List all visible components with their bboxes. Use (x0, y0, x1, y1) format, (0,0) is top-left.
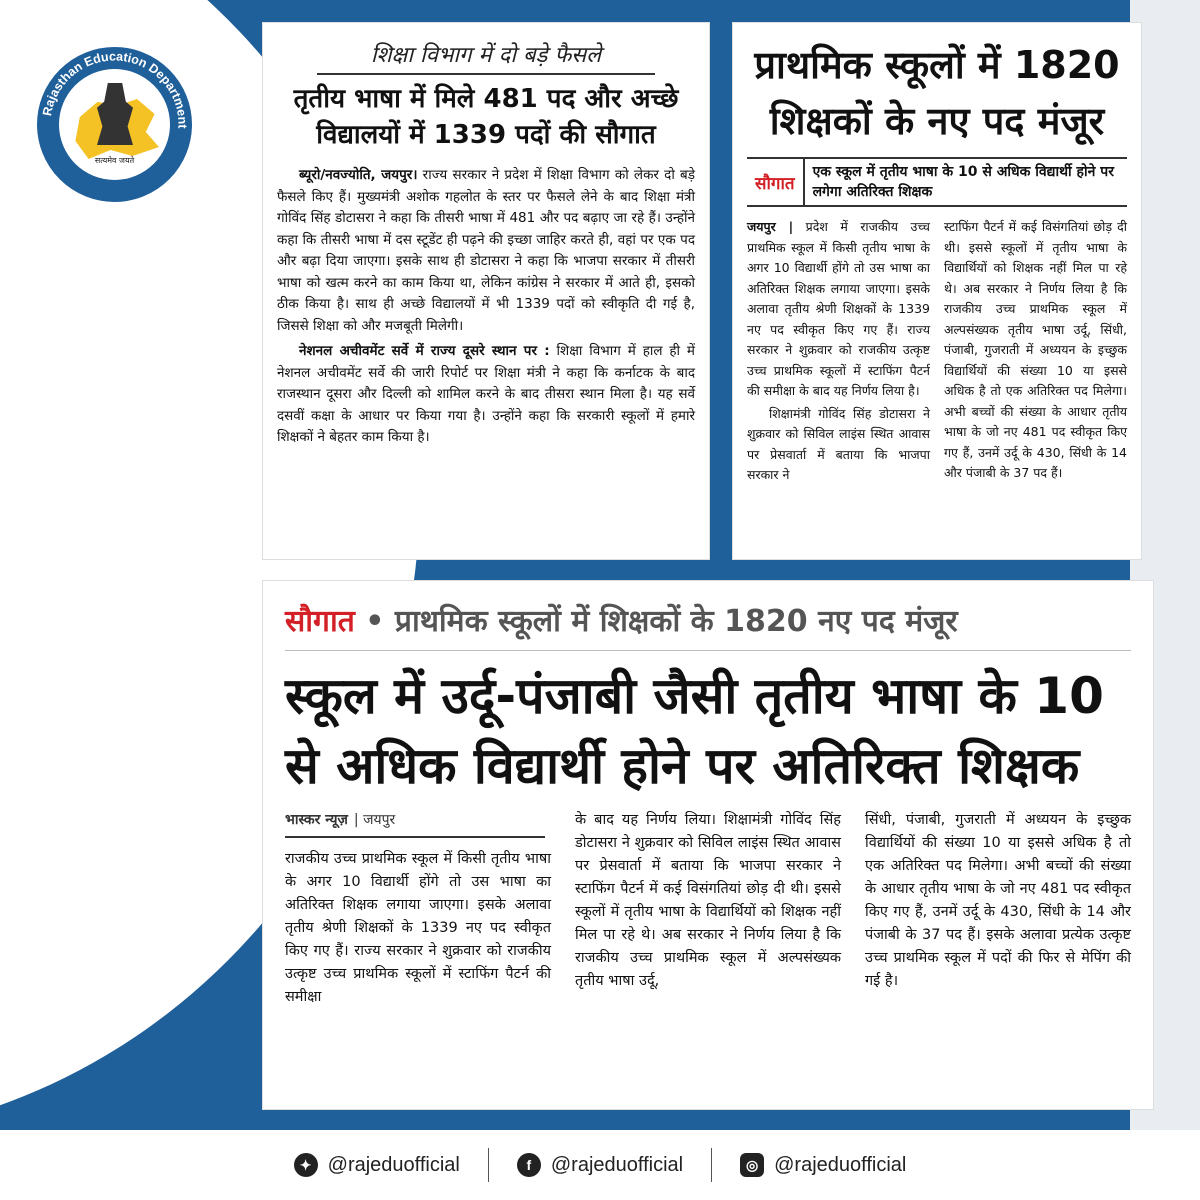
logo-motto: सत्यमेव जयते (94, 156, 135, 165)
clip2-column-2 (944, 217, 1127, 488)
clip1-paragraph-2: शिक्षा विभाग में हाल ही में नेशनल अचीवमेंट सर्वे की जारी रिपोर्ट पर शिक्षा मंत्री ने कहा कि कर्नाटक के बाद राजस्थान दूसरा और दिल्ली को शामिल करने के बाद तीसरा स्थान मिला है। यह सर्वे दसवीं कक्षा के आधार पर किया गया है। उन्होंने कहा कि सरकारी स्कूलों में हमारे शिक्षकों ने बेहतर काम किया है। (277, 343, 696, 445)
clip3-byline-source: भास्कर न्यूज़ (285, 812, 348, 828)
clip3-headline: स्कूल में उर्दू-पंजाबी जैसी तृतीय भाषा के 10 से अधिक विद्यार्थी होने पर अतिरिक्त शिक्षक (285, 667, 1104, 795)
logo-emblem-area (59, 69, 170, 180)
twitter-link[interactable] (266, 1153, 488, 1177)
clip1-dateline: ब्यूरो/नवज्योति, जयपुर। (299, 167, 418, 183)
clip1-subhead: नेशनल अचीवमेंट सर्वे में राज्य दूसरे स्थान पर : (299, 343, 550, 359)
twitter-icon: ✦ (294, 1153, 318, 1177)
svg-text:Rajasthan Education Department: Rajasthan Education Department (40, 49, 190, 129)
clip3-column-1 (285, 809, 551, 1009)
clip3-tag: सौगात (285, 604, 355, 639)
facebook-link[interactable] (489, 1153, 711, 1177)
clip1-headline: तृतीय भाषा में मिले 481 पद और अच्छे विद्यालयों में 1339 पदों की सौगात (293, 84, 679, 150)
clip3-kicker-text: • प्राथमिक स्कूलों में शिक्षकों के 1820 नए पद मंजूर (365, 604, 958, 639)
clip2-dateline: जयपुर | (747, 219, 794, 234)
clip1-kicker: शिक्षा विभाग में दो बड़े फैसले (317, 39, 655, 75)
national-emblem-icon (97, 83, 133, 145)
department-logo (32, 42, 197, 207)
news-clipping-1820-posts (732, 22, 1142, 560)
instagram-handle: @rajeduofficial (774, 1153, 907, 1176)
facebook-handle: @rajeduofficial (550, 1153, 684, 1176)
clip2-headline: प्राथमिक स्कूलों में 1820 शिक्षकों के नए पद मंजूर (754, 43, 1120, 143)
clip2-col2-paragraph: स्टाफिंग पैटर्न में कई विसंगतियां छोड़ दी थी। इससे स्कूलों में तृतीय भाषा के विद्यार्थियों को शिक्षक नहीं मिल पा रहे थे। अब सरकार ने निर्णय लिया है कि राजकीय उच्च प्राथमिक स्कूल में अल्पसंख्यक तृतीय भाषा उर्दू, सिंधी, पंजाबी, गुजराती में अध्ययन के इच्छुक विद्यार्थियों की संख्या 10 या इससे अधिक है तो एक अतिरिक्त पद मिलेगा। अभी बच्चों की संख्या के आधार तृतीय भाषा के जो नए 481 पद स्वीकृत किए गए हैं, उनमें उर्दू के 430, सिंधी के 14 और पंजाबी के 37 पद हैं। (944, 219, 1127, 480)
clip2-strap (747, 157, 1127, 207)
clip3-col1-text: राजकीय उच्च प्राथमिक स्कूल में किसी तृतीय भाषा के अगर 10 विद्यार्थी होंगे तो उस भाषा का अतिरिक्त शिक्षक लगाया जाएगा। इसके अलावा तृतीय श्रेणी शिक्षकों के 1339 नए पद स्वीकृत किए गए हैं। राज्य सरकार ने शुक्रवार को राजकीय उत्कृष्ट उच्च प्राथमिक स्कूलों में स्टाफिंग पैटर्न की समीक्षा (285, 851, 551, 1005)
clip3-columns (285, 809, 1131, 1009)
clip3-byline-city: | जयपुर (353, 812, 396, 828)
clip3-kicker (285, 591, 1131, 651)
facebook-icon: f (517, 1153, 541, 1177)
instagram-link[interactable] (712, 1153, 934, 1177)
news-clipping-navjyoti (262, 22, 710, 560)
clip1-body (277, 165, 695, 449)
clip2-tag: सौगात (747, 159, 805, 205)
clip2-col1-paragraph-1: प्रदेश में राजकीय उच्च प्राथमिक स्कूल में किसी तृतीय भाषा के अगर 10 विद्यार्थी होंगे तो उस भाषा का अतिरिक्त शिक्षक लगाया जाएगा। इसके अलावा तृतीय श्रेणी शिक्षकों के 1339 नए पद स्वीकृत किए गए हैं। राज्य सरकार ने शुक्रवार को राजकीय उत्कृष्ट उच्च प्राथमिक स्कूलों में स्टाफिंग पैटर्न की समीक्षा के बाद यह निर्णय लिया है। (747, 219, 930, 398)
clip3-column-2: के बाद यह निर्णय लिया। शिक्षामंत्री गोविंद सिंह डोटासरा ने शुक्रवार को सिविल लाइंस स्थित आवास पर प्रेसवार्ता में बताया कि भाजपा सरकार ने स्टाफिंग पैटर्न में कई विसंगतियां छोड़ दी थी। इससे स्कूलों में तृतीय भाषा के विद्यार्थियों को शिक्षक नहीं मिल पा रहे थे। अब सरकार ने निर्णय लिया है कि राजकीय उच्च प्राथमिक स्कूल में अल्पसंख्यक तृतीय भाषा उर्दू, (575, 812, 841, 989)
clip1-paragraph-1: राज्य सरकार ने प्रदेश में शिक्षा विभाग को लेकर दो बड़े फैसले किए हैं। मुख्यमंत्री अशोक गहलोत के स्तर पर फैसले लेने के बाद शिक्षा मंत्री गोविंद सिंह डोटासरा ने कहा कि तीसरी भाषा में 481 और पद बढ़ाए जा रहे हैं। उन्होंने कहा कि तीसरी भाषा में दस स्टूडेंट ही पढ़ने की इच्छा जाहिर करते ही, वहां पर एक पद और बढ़ा दिया जाएगा। इसके साथ ही डोटासरा ने कहा कि भाजपा सरकार में तीसरी भाषा को खत्म करने का काम किया था, लेकिन कांग्रेस ने सरकार में आते ही, इसको ठीक किया है। साथ ही अच्छे विद्यालयों में भी 1339 पदों को स्वीकृति दी गई है, जिससे शिक्षा को और मजबूती मिलेगी। (277, 167, 695, 334)
social-footer (0, 1130, 1200, 1200)
clip2-columns (747, 217, 1127, 488)
clip2-strap-text: एक स्कूल में तृतीय भाषा के 10 से अधिक विद्यार्थी होने पर लगेगा अतिरिक्त शिक्षक (812, 164, 1114, 200)
clip2-column-1 (747, 217, 930, 488)
clip2-col1-paragraph-2: शिक्षामंत्री गोविंद सिंह डोटासरा ने शुक्रवार को सिविल लाइंस स्थित आवास पर प्रेसवार्ता में बताया कि भाजपा सरकार ने (747, 405, 930, 482)
news-clipping-bhaskar (262, 580, 1154, 1110)
clip3-column-3: सिंधी, पंजाबी, गुजराती में अध्ययन के इच्छुक विद्यार्थियों की संख्या 10 या इससे अधिक है तो एक अतिरिक्त पद मिलेगा। अभी बच्चों की संख्या के आधार तृतीय भाषा के जो नए 481 पद स्वीकृत किए गए हैं, उनमें उर्दू के 430, सिंधी के 14 और पंजाबी के 37 पद हैं। इसके अलावा प्रत्येक उत्कृष्ट उच्च प्राथमिक स्कूल में पदों की फिर से मेपिंग की गई है। (865, 812, 1131, 989)
instagram-icon: ◎ (740, 1153, 764, 1177)
twitter-handle: @rajeduofficial (327, 1153, 460, 1176)
clip3-byline (285, 809, 545, 838)
